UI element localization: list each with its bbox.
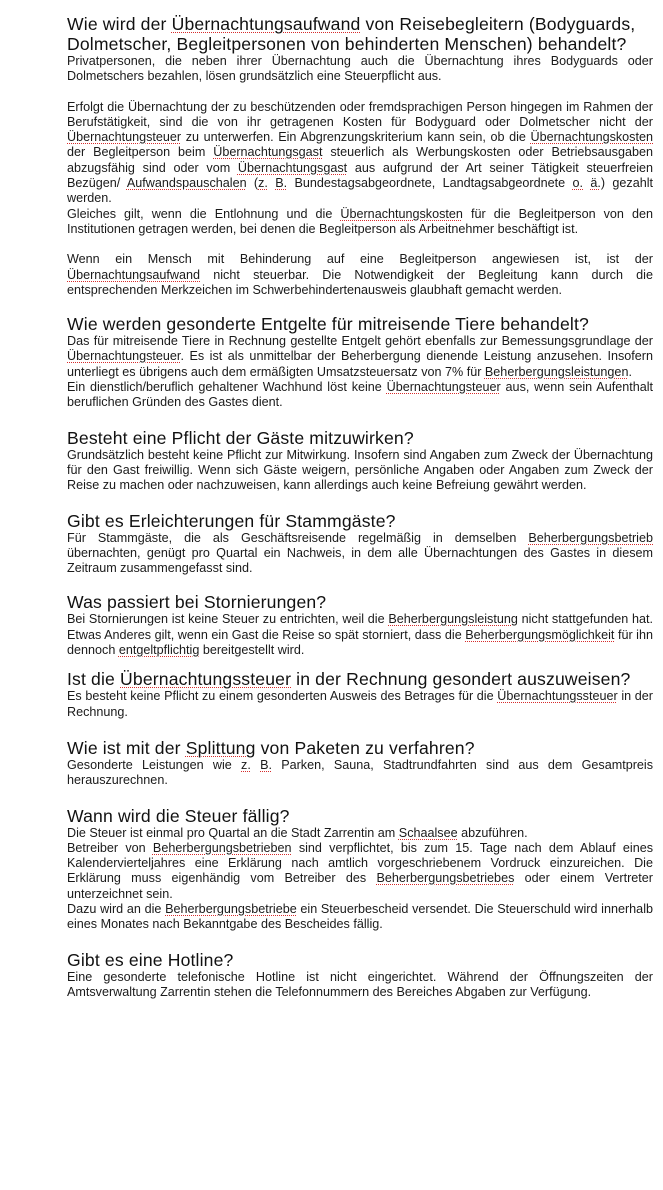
paragraph-text: (: [246, 176, 259, 191]
spellcheck-flagged-word: Beherbergungsleistungen: [484, 364, 629, 379]
document-page: [67, 14, 653, 1000]
faq-section: [67, 669, 653, 720]
heading-text: von Paketen zu verfahren?: [255, 737, 475, 758]
paragraph-text: der Begleitperson beim: [67, 145, 214, 160]
heading-text: Was passiert bei Stornierungen?: [67, 592, 327, 613]
paragraph-text: Bundestagsabgeordnete, Landtagsabgeordnete: [287, 176, 573, 191]
paragraph-text: Ein dienstlich/beruflich gehaltener Wachhund löst keine: [67, 380, 387, 395]
spellcheck-flagged-word: Beherbergungsmöglichkeit: [465, 627, 615, 642]
spellcheck-flagged-word: Übernachtungssteuer: [120, 669, 292, 690]
spellcheck-flagged-word: Übernachtungskosten: [530, 130, 653, 145]
paragraph-text: abzuführen.: [457, 825, 528, 840]
faq-section: [67, 428, 653, 494]
spellcheck-flagged-word: Übernachtungsgast: [237, 160, 348, 175]
paragraph-text: für ihn dennoch: [67, 627, 653, 658]
paragraph-text: . Es ist als unmittelbar der Beherbergung dienende Leistung anzusehen. Insofern unterliegt es übrigens auch dem ermäßigten Umsatzsteuersatz von 7% für: [67, 349, 653, 379]
paragraph-text: Bei Stornierungen ist keine Steuer zu entrichten, weil die: [67, 612, 389, 627]
body-paragraph: [67, 689, 653, 720]
paragraph-text: Erfolgt die Übernachtung der zu beschützenden oder fremdsprachigen Person hingegen im Rahmen der Berufstätigkeit, sind die von ihr getragenen Kosten für Bodyguard oder Dolmetscher nicht der: [67, 99, 653, 129]
spellcheck-flagged-word: Aufwandspauschalen: [126, 176, 247, 191]
spellcheck-flagged-word: B.: [275, 176, 288, 191]
spellcheck-flagged-word: z.: [241, 757, 251, 772]
heading-text: Ist die: [67, 669, 121, 690]
body-paragraph: [67, 531, 653, 577]
section-heading: [67, 14, 653, 54]
paragraph-text: Eine gesonderte telefonische Hotline ist nicht eingerichtet. Während der Öffnungszeiten der Amtsverwaltung Zarrentin stehen die Telefonnummern des Bereiches Abgaben zur Verfügung.: [67, 969, 653, 999]
section-heading: [67, 806, 653, 826]
paragraph-text: übernachten, genügt pro Quartal ein Nachweis, in dem alle Übernachtungen des Gastes in diesem Zeitraum zusammengefasst sind.: [67, 545, 653, 576]
section-heading: [67, 669, 653, 689]
heading-text: in der Rechnung gesondert auszuweisen?: [291, 669, 631, 690]
spellcheck-flagged-word: Übernachtungsteuer: [386, 380, 501, 395]
spellcheck-flagged-word: z.: [258, 176, 268, 191]
heading-text: Wie wird der: [67, 14, 172, 34]
paragraph-text: Parken, Sauna, Stadtrundfahrten sind aus dem Gesamtpreis herauszurechnen.: [67, 757, 654, 788]
paragraph-text: Wenn ein Mensch mit Behinderung auf eine Begleitperson angewiesen ist, ist der: [67, 252, 653, 267]
faq-section: [67, 806, 653, 933]
spellcheck-flagged-word: Übernachtungsteuer: [67, 130, 182, 145]
paragraph-text: aus, wenn sein Aufenthalt beruflichen Gründen des Gastes dient.: [67, 380, 654, 410]
spellcheck-flagged-word: Übernachtungssteuer: [497, 689, 618, 704]
paragraph-text: nicht stattgefunden hat. Etwas Anderes gilt, wenn ein Gast die Reise so spät storniert, dass die: [67, 612, 653, 642]
spellcheck-flagged-word: Beherbergungsbetriebes: [376, 871, 515, 886]
heading-text: Wie ist mit der: [67, 737, 186, 758]
section-heading: [67, 428, 653, 448]
faq-section: [67, 511, 653, 577]
paragraph-text: Privatpersonen, die neben ihrer Übernachtung auch die Übernachtung ihres Bodyguards oder Dolmetschers bezahlen, lösen grundsätzlich eine Steuerpflicht aus.: [67, 54, 653, 84]
spellcheck-flagged-word: Beherbergungsleistung: [388, 612, 518, 627]
paragraph-text: nicht steuerbar. Die Notwendigkeit der Begleitung kann durch die entsprechenden Merkzeichen im Schwerbehindertenausweis glaubhaft gemacht werden.: [67, 267, 653, 297]
faq-section: [67, 14, 653, 298]
spellcheck-flagged-word: Übernachtungsaufwand: [171, 14, 361, 34]
paragraph-text: steuerlich als Werbungskosten oder Betriebsausgaben abzugsfähig sind oder vom: [67, 145, 653, 175]
heading-text: Gibt es eine Hotline?: [67, 949, 234, 970]
paragraph-text: .: [628, 364, 632, 379]
spellcheck-flagged-word: Beherbergungsbetrieb: [528, 530, 653, 545]
paragraph-text: Die Steuer ist einmal pro Quartal an die Stadt Zarrentin am: [67, 825, 399, 840]
spellcheck-flagged-word: Übernachtungskosten: [340, 206, 463, 221]
paragraph-text: Gesonderte Leistungen wie: [67, 757, 242, 772]
body-paragraph: [67, 612, 653, 658]
paragraph-text: sind verpflichtet, bis zum 15. Tage nach dem Ablauf eines Kalendervierteljahres eine Erklärung nach amtlich vorgeschriebenem Vordruck einzureichen. Die Erklärung muss eigenhändig vom Betreiber des: [67, 840, 653, 886]
section-heading: [67, 592, 653, 612]
body-paragraph: [67, 841, 653, 902]
body-paragraph: [67, 448, 653, 494]
body-paragraph: [67, 100, 653, 207]
spellcheck-flagged-word: Splittung: [185, 737, 256, 758]
faq-section: [67, 950, 653, 1001]
spellcheck-flagged-word: Übernachtungsteuer: [67, 349, 181, 364]
paragraph-text: ) gezahlt werden.: [67, 176, 653, 206]
heading-text: von Reisebegleitern (Bodyguards, Dolmetscher, Begleitpersonen von behinderten Menschen) behandelt?: [67, 14, 636, 54]
body-paragraph: [67, 380, 653, 411]
paragraph-spacer: [67, 237, 653, 252]
body-paragraph: [67, 54, 653, 85]
section-heading: [67, 950, 653, 970]
paragraph-text: Gleiches gilt, wenn die Entlohnung und die: [67, 206, 341, 221]
paragraph-text: Es besteht keine Pflicht zu einem gesonderten Ausweis des Betrages für die: [67, 689, 498, 704]
spellcheck-flagged-word: Schaalsee: [398, 825, 458, 840]
paragraph-text: zu unterwerfen. Ein Abgrenzungskriterium kann sein, ob die: [181, 130, 531, 145]
section-heading: [67, 738, 653, 758]
spellcheck-flagged-word: Beherbergungsbetriebe: [165, 901, 297, 916]
paragraph-text: Grundsätzlich besteht keine Pflicht zur Mitwirkung. Insofern sind Angaben zum Zweck der Übernachtung für den Gast freiwillig. Wenn sich Gäste weigern, persönliche Angaben oder Angaben zum Zweck der Reise zu machen oder nachzuweisen, kann allerdings auch keine Befreiung gewährt werden.: [67, 447, 653, 493]
spellcheck-flagged-word: Übernachtungsgast: [213, 145, 323, 160]
heading-text: Besteht eine Pflicht der Gäste mitzuwirken?: [67, 427, 414, 448]
faq-section: [67, 738, 653, 789]
faq-section: [67, 592, 653, 658]
heading-text: Wie werden gesonderte Entgelte für mitreisende Tiere behandelt?: [67, 314, 589, 335]
body-paragraph: [67, 334, 653, 380]
paragraph-text: Für Stammgäste, die als Geschäftsreisende regelmäßig in demselben: [67, 530, 529, 545]
spellcheck-flagged-word: Beherbergungsbetrieben: [152, 840, 292, 855]
paragraph-text: für die Begleitperson von den Institutionen getragen werden, bei denen die Begleitperson als Arbeitnehmer beschäftigt ist.: [67, 206, 653, 236]
paragraph-spacer: [67, 85, 653, 100]
body-paragraph: [67, 207, 653, 238]
section-heading: [67, 511, 653, 531]
section-heading: [67, 314, 653, 334]
spellcheck-flagged-word: entgeltpflichtig: [118, 643, 200, 658]
body-paragraph: [67, 902, 653, 933]
paragraph-text: bereitgestellt wird.: [199, 643, 305, 658]
body-paragraph: [67, 252, 653, 298]
spellcheck-flagged-word: o.: [572, 176, 583, 191]
paragraph-text: Dazu wird an die: [67, 901, 166, 916]
spellcheck-flagged-word: ä.: [590, 176, 601, 191]
paragraph-text: Das für mitreisende Tiere in Rechnung gestellte Entgelt gehört ebenfalls zur Bemessungsgrundlage der: [67, 334, 653, 349]
paragraph-text: in der Rechnung.: [67, 689, 653, 719]
paragraph-text: ein Steuerbescheid versendet. Die Steuerschuld wird innerhalb eines Monates nach Bekanntgabe des Bescheides fällig.: [67, 901, 653, 932]
spellcheck-flagged-word: Übernachtungsaufwand: [67, 267, 201, 282]
paragraph-text: oder einem Vertreter unterzeichnet sein.: [67, 871, 653, 901]
spellcheck-flagged-word: B.: [260, 757, 272, 772]
body-paragraph: [67, 826, 653, 841]
paragraph-text: Betreiber von: [67, 840, 153, 855]
heading-text: Wann wird die Steuer fällig?: [67, 805, 290, 826]
heading-text: Gibt es Erleichterungen für Stammgäste?: [67, 510, 396, 531]
paragraph-text: aus aufgrund der Art seiner Tätigkeit steuerfreien Bezügen/: [67, 160, 653, 191]
body-paragraph: [67, 758, 653, 789]
paragraph-text: [251, 758, 260, 772]
body-paragraph: [67, 970, 653, 1001]
faq-section: [67, 314, 653, 410]
